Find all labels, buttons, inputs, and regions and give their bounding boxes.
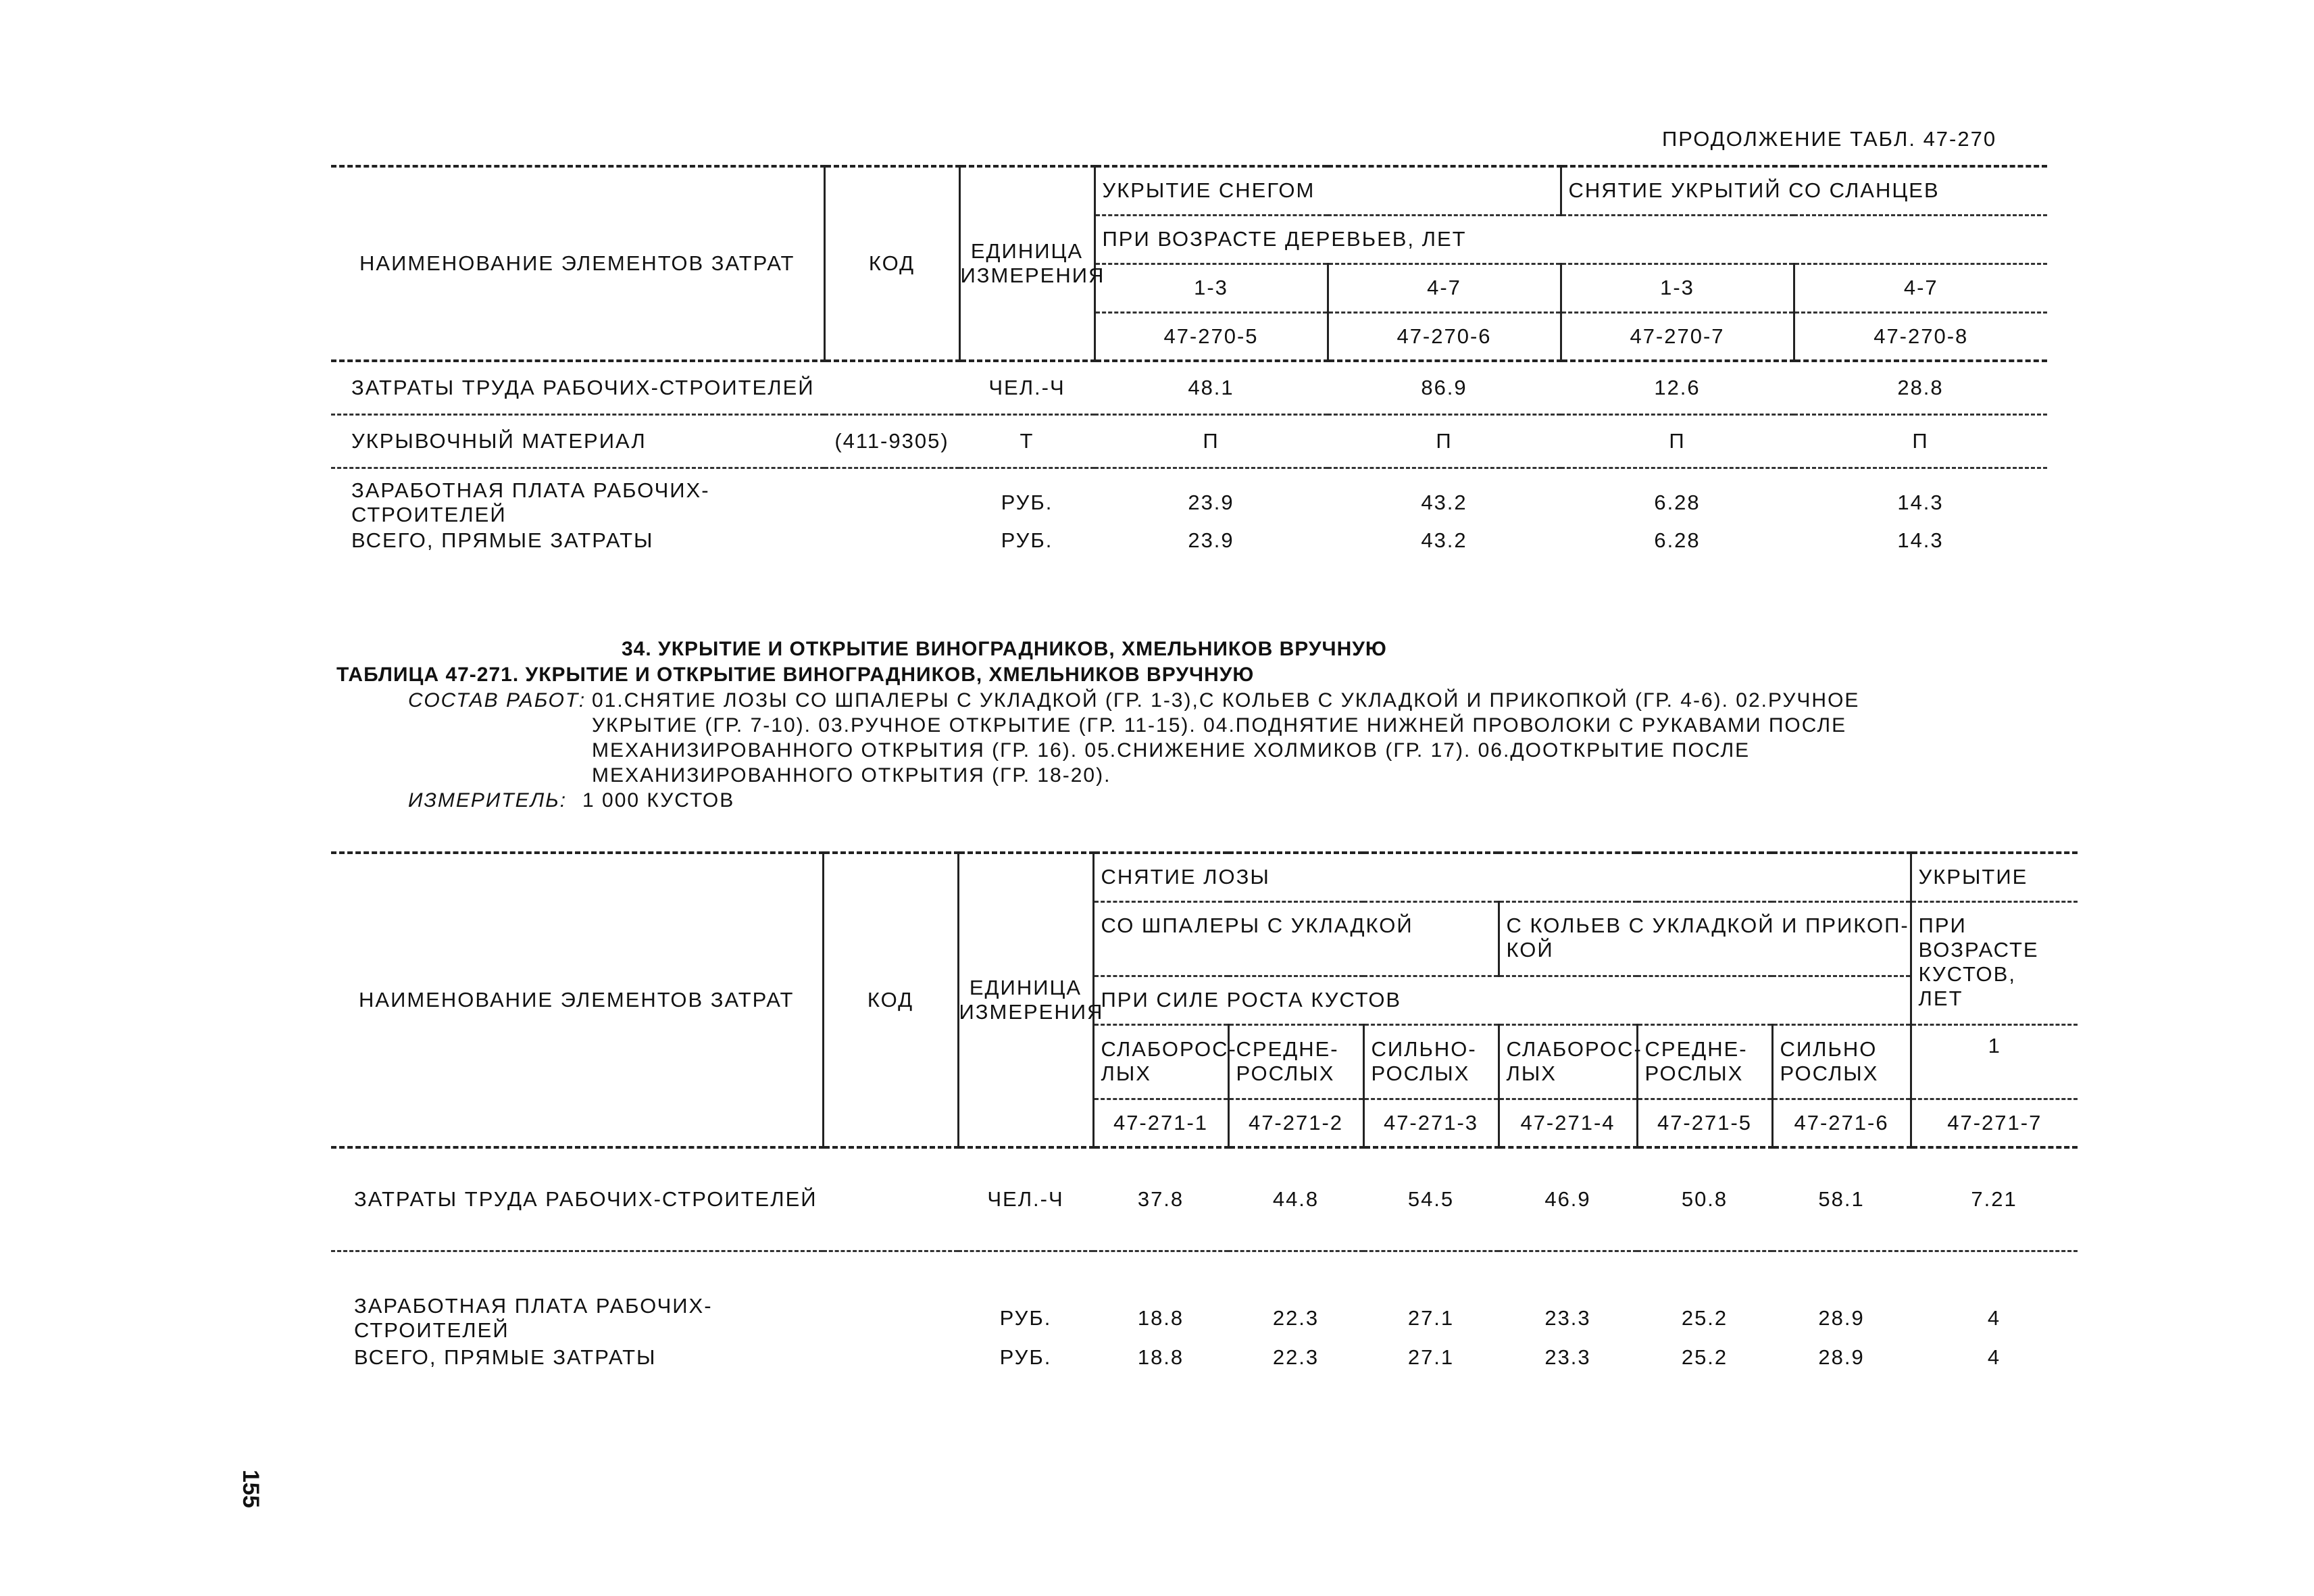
- work-label: СОСТАВ РАБОТ:: [408, 689, 586, 712]
- row-name: ЗАРАБОТНАЯ ПЛАТА РАБОЧИХ-СТРОИТЕЛЕЙ: [331, 468, 824, 528]
- value-cell: 7.21: [1971, 1187, 2017, 1211]
- row-code: [824, 527, 959, 554]
- value-cell: 6.28: [1561, 468, 1794, 528]
- row-code: [824, 468, 959, 528]
- rate-code: 47-271-5: [1637, 1099, 1772, 1147]
- col-header-unit: ЕДИНИЦА ИЗМЕРЕНИЯ: [958, 853, 1093, 1147]
- table-title: ТАБЛИЦА 47-271. УКРЫТИЕ И ОТКРЫТИЕ ВИНОГРАДНИКОВ, ХМЕЛЬНИКОВ ВРУЧНУЮ: [336, 664, 1255, 686]
- value-cell: 50.8: [1681, 1187, 1728, 1211]
- growth-cell: СЛАБОРОС- ЛЫХ: [1093, 1024, 1228, 1099]
- row-name: ВСЕГО, ПРЯМЫЕ ЗАТРАТЫ: [351, 528, 654, 552]
- value-cell: 23.9: [1095, 468, 1328, 528]
- subheader-stakes: С КОЛЬЕВ С УКЛАДКОЙ И ПРИКОП- КОЙ: [1499, 901, 1911, 976]
- value-cell: 23.9: [1188, 528, 1234, 552]
- rate-code: 47-270-7: [1561, 312, 1794, 361]
- rate-code: 47-271-2: [1228, 1099, 1363, 1147]
- subheader-trellis: СО ШПАЛЕРЫ С УКЛАДКОЙ: [1093, 901, 1499, 976]
- col-header-code: КОД: [824, 166, 959, 361]
- continuation-label: ПРОДОЛЖЕНИЕ ТАБЛ. 47-270: [1662, 127, 1997, 151]
- growth-cell: СЛАБОРОС- ЛЫХ: [1499, 1024, 1637, 1099]
- growth-cell: СРЕДНЕ- РОСЛЫХ: [1228, 1024, 1363, 1099]
- value-cell: 18.8: [1093, 1251, 1228, 1345]
- value-cell: 22.3: [1272, 1345, 1319, 1369]
- row-code: [824, 361, 959, 415]
- age-cell: 4-7: [1794, 264, 2047, 312]
- value-cell: 23.3: [1499, 1251, 1637, 1345]
- table-row: [331, 1251, 2078, 1345]
- table-row: [331, 415, 2047, 468]
- value-cell: П: [1794, 415, 2047, 468]
- age-cell: 1-3: [1095, 264, 1328, 312]
- value-cell: 14.3: [1897, 528, 1944, 552]
- row-unit: ЧЕЛ.-Ч: [988, 376, 1065, 399]
- value-cell: 48.1: [1188, 376, 1234, 399]
- rate-code: 47-271-7: [1911, 1099, 2078, 1147]
- row-unit: ЧЕЛ.-Ч: [987, 1187, 1064, 1211]
- value-cell: 27.1: [1363, 1251, 1499, 1345]
- col-header-name: НАИМЕНОВАНИЕ ЭЛЕМЕНТОВ ЗАТРАТ: [331, 166, 824, 361]
- group-header-snow: УКРЫТИЕ СНЕГОМ: [1095, 166, 1561, 215]
- growth-cell: СИЛЬНО РОСЛЫХ: [1772, 1024, 1911, 1099]
- col-header-unit: ЕДИНИЦА ИЗМЕРЕНИЯ: [959, 166, 1095, 361]
- value-cell: П: [1328, 415, 1561, 468]
- value-cell: 44.8: [1272, 1187, 1319, 1211]
- value-cell: 18.8: [1137, 1345, 1184, 1369]
- value-cell: 6.28: [1654, 528, 1701, 552]
- row-name: ЗАТРАТЫ ТРУДА РАБОЧИХ-СТРОИТЕЛЕЙ: [351, 376, 815, 399]
- row-name: ЗАТРАТЫ ТРУДА РАБОЧИХ-СТРОИТЕЛЕЙ: [354, 1187, 818, 1211]
- age-cell: 1-3: [1561, 264, 1794, 312]
- work-line: УКРЫТИЕ (ГР. 7-10). 03.РУЧНОЕ ОТКРЫТИЕ (ГР. 11-15). 04.ПОДНЯТИЕ НИЖНЕЙ ПРОВОЛОКИ С РУКАВАМИ ПОСЛЕ: [592, 714, 1847, 737]
- row-name: ВСЕГО, ПРЯМЫЕ ЗАТРАТЫ: [354, 1345, 657, 1369]
- value-cell: 14.3: [1794, 468, 2047, 528]
- row-unit: РУБ.: [1001, 528, 1053, 552]
- value-cell: 4: [1987, 1345, 2001, 1369]
- row-unit: РУБ.: [959, 468, 1095, 528]
- value-cell: 58.1: [1818, 1187, 1865, 1211]
- meter-value: 1 000 КУСТОВ: [582, 789, 735, 812]
- value-cell: 22.3: [1228, 1251, 1363, 1345]
- table-row: [331, 527, 2047, 554]
- rate-code: 47-270-8: [1794, 312, 2047, 361]
- value-cell: П: [1095, 415, 1328, 468]
- table-47-270: [331, 165, 2047, 554]
- age-cell: 4-7: [1328, 264, 1561, 312]
- group-header-vine-removal: СНЯТИЕ ЛОЗЫ: [1093, 853, 1911, 901]
- work-description: [592, 688, 1859, 788]
- growth-cell: СИЛЬНО- РОСЛЫХ: [1363, 1024, 1499, 1099]
- col-header-code: КОД: [823, 853, 958, 1147]
- value-cell: 25.2: [1637, 1251, 1772, 1345]
- table-row: [331, 1147, 2078, 1251]
- growth-cell: СРЕДНЕ- РОСЛЫХ: [1637, 1024, 1772, 1099]
- rate-code: 47-270-6: [1328, 312, 1561, 361]
- growth-header: ПРИ СИЛЕ РОСТА КУСТОВ: [1093, 976, 1911, 1024]
- value-cell: П: [1561, 415, 1794, 468]
- value-cell: 28.9: [1772, 1251, 1911, 1345]
- row-code: (411-9305): [824, 415, 959, 468]
- table-row: [331, 361, 2047, 415]
- row-unit: Т: [959, 415, 1095, 468]
- value-cell: 25.2: [1681, 1345, 1728, 1369]
- growth-cell: 1: [1911, 1024, 2078, 1099]
- value-cell: 86.9: [1421, 376, 1467, 399]
- rate-code: 47-271-1: [1093, 1099, 1228, 1147]
- subheader-age: ПРИ ВОЗРАСТЕ КУСТОВ, ЛЕТ: [1911, 901, 2078, 1024]
- value-cell: 37.8: [1137, 1187, 1184, 1211]
- row-unit: РУБ.: [958, 1251, 1093, 1345]
- table-47-271: [331, 851, 2078, 1371]
- rate-code: 47-271-3: [1363, 1099, 1499, 1147]
- group-header-covering: УКРЫТИЕ: [1911, 853, 2078, 901]
- value-cell: 46.9: [1544, 1187, 1591, 1211]
- value-cell: 28.8: [1897, 376, 1944, 399]
- work-line: МЕХАНИЗИРОВАННОГО ОТКРЫТИЯ (ГР. 18-20).: [592, 764, 1111, 787]
- meter-label: ИЗМЕРИТЕЛЬ:: [408, 789, 568, 812]
- row-name: ЗАРАБОТНАЯ ПЛАТА РАБОЧИХ-СТРОИТЕЛЕЙ: [331, 1251, 823, 1345]
- table-row: [331, 468, 2047, 528]
- value-cell: 43.2: [1328, 468, 1561, 528]
- value-cell: 27.1: [1407, 1345, 1455, 1369]
- table-row: [331, 1344, 2078, 1371]
- work-line: 01.СНЯТИЕ ЛОЗЫ СО ШПАЛЕРЫ С УКЛАДКОЙ (ГР. 1-3),С КОЛЬЕВ С УКЛАДКОЙ И ПРИКОПКОЙ (ГР. 4-6). 02.РУЧНОЕ: [592, 689, 1860, 712]
- work-line: МЕХАНИЗИРОВАННОГО ОТКРЫТИЯ (ГР. 16). 05.СНИЖЕНИЕ ХОЛМИКОВ (ГР. 17). 06.ДООТКРЫТИЕ ПОСЛЕ: [592, 739, 1751, 762]
- rate-code: 47-271-4: [1499, 1099, 1637, 1147]
- value-cell: 54.5: [1407, 1187, 1455, 1211]
- page-number: 155: [238, 1470, 263, 1508]
- row-unit: РУБ.: [999, 1345, 1052, 1369]
- value-cell: 12.6: [1654, 376, 1701, 399]
- value-cell: 23.3: [1544, 1345, 1591, 1369]
- age-header: ПРИ ВОЗРАСТЕ ДЕРЕВЬЕВ, ЛЕТ: [1095, 215, 2047, 264]
- rate-code: 47-270-5: [1095, 312, 1328, 361]
- value-cell: 43.2: [1421, 528, 1467, 552]
- section-heading: 34. УКРЫТИЕ И ОТКРЫТИЕ ВИНОГРАДНИКОВ, ХМЕЛЬНИКОВ ВРУЧНУЮ: [622, 638, 1387, 660]
- value-cell: 4: [1911, 1251, 2078, 1345]
- rate-code: 47-271-6: [1772, 1099, 1911, 1147]
- row-name: УКРЫВОЧНЫЙ МАТЕРИАЛ: [331, 415, 824, 468]
- group-header-removal: СНЯТИЕ УКРЫТИЙ СО СЛАНЦЕВ: [1561, 166, 2047, 215]
- value-cell: 28.9: [1818, 1345, 1865, 1369]
- col-header-name: НАИМЕНОВАНИЕ ЭЛЕМЕНТОВ ЗАТРАТ: [331, 853, 823, 1147]
